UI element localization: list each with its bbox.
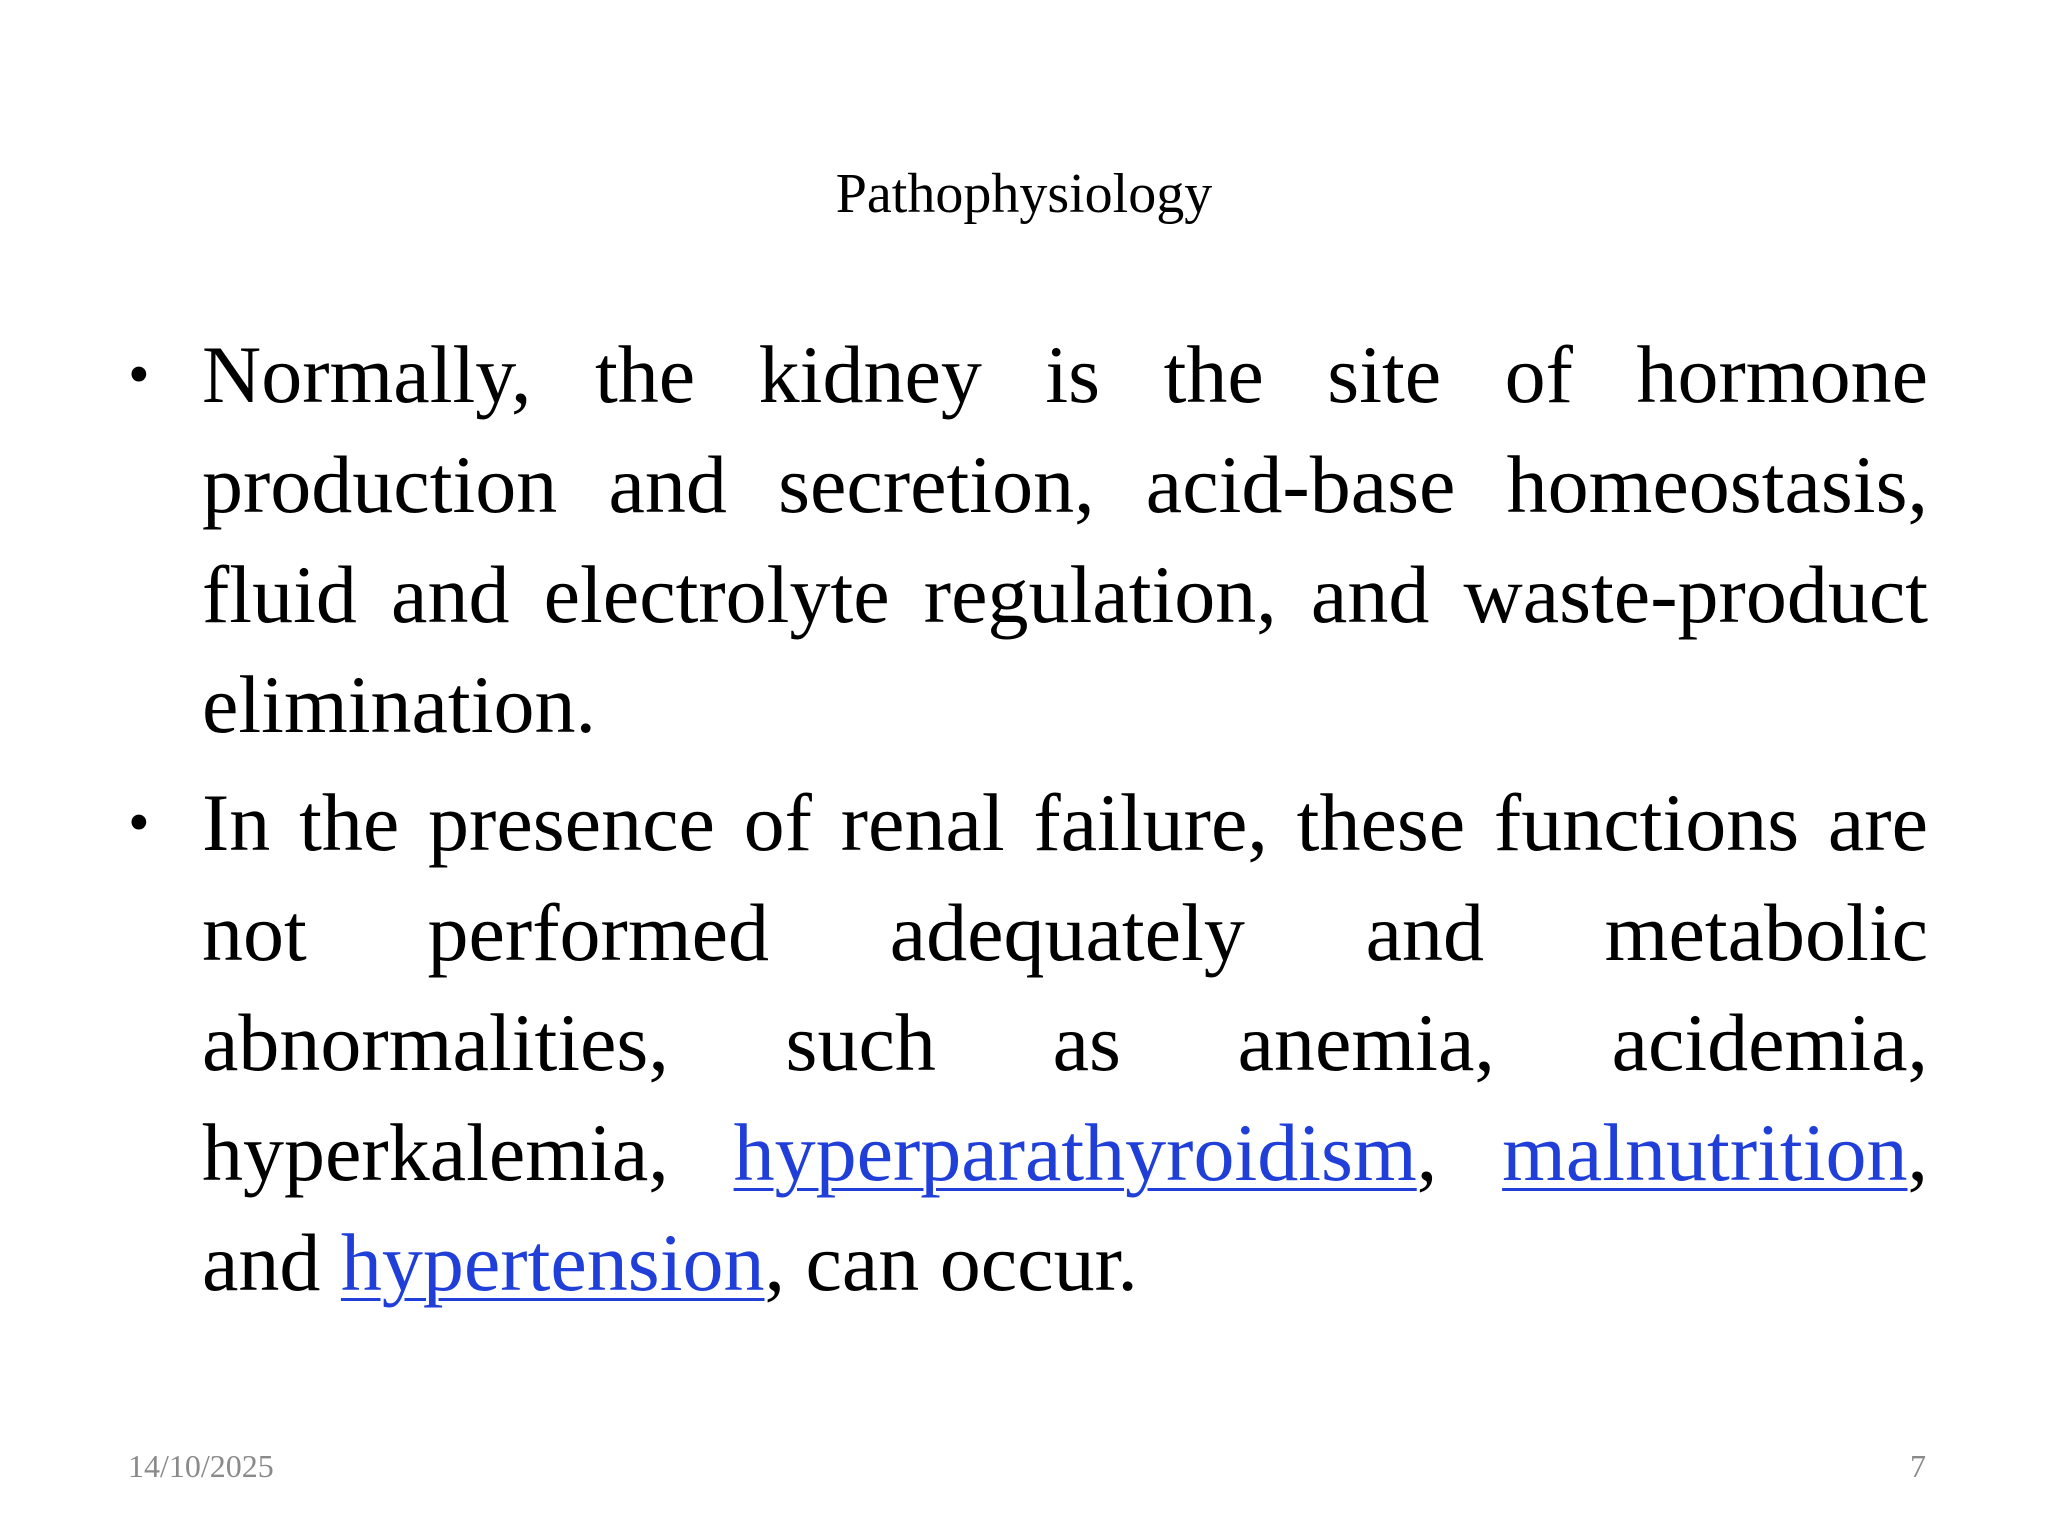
bullet-2-separator-2: , and bbox=[202, 1107, 1928, 1308]
malnutrition-link[interactable]: malnutrition bbox=[1502, 1107, 1908, 1198]
hypertension-link[interactable]: hypertension bbox=[340, 1217, 765, 1308]
bullet-2-separator-1: , bbox=[1416, 1107, 1438, 1198]
bullet-text-1: Normally, the kidney is the site of hormone production and secretion, acid-base homeostasis, fluid and electrolyte regulation, and waste-product elimination. bbox=[202, 329, 1928, 750]
bullet-icon: • bbox=[128, 789, 150, 857]
bullet-2-text-after: , can occur. bbox=[764, 1217, 1138, 1308]
slide-content bbox=[128, 320, 1928, 1326]
bullet-item-2 bbox=[128, 768, 1928, 1318]
bullet-item-1 bbox=[128, 320, 1928, 760]
bullet-text-2 bbox=[202, 768, 1928, 1318]
hyperparathyroidism-link[interactable]: hyperparathyroidism bbox=[733, 1107, 1417, 1198]
bullet-icon: • bbox=[128, 341, 150, 409]
footer-date: 14/10/2025 bbox=[128, 1448, 274, 1484]
slide-title: Pathophysiology bbox=[835, 163, 1213, 225]
footer-page-number: 7 bbox=[1910, 1448, 1926, 1484]
bullet-2-text-before: In the presence of renal failure, these functions are not performed adequately and metabolic abnormalities, such as anemia, acidemia, hyperkalemia, bbox=[202, 777, 1928, 1198]
